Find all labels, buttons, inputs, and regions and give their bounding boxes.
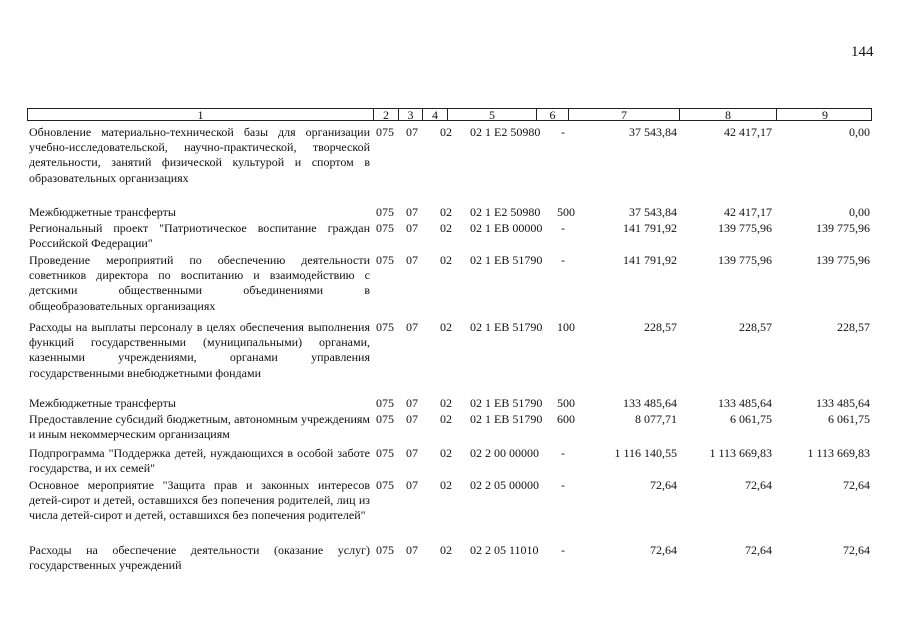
column-header-3: 3 — [398, 109, 422, 120]
row-grbs: 075 — [376, 320, 394, 334]
row-sum3: 72,64 — [843, 478, 870, 492]
row-sum2: 72,64 — [745, 478, 772, 492]
row-vr: - — [561, 221, 565, 235]
row-name: Основное мероприятие "Защита прав и законных интересов детей-сирот и детей, оставшихся без попечения родителей, лиц из числа детей-сирот и детей, оставшихся без попечения родителей" — [29, 478, 370, 523]
row-sum3: 228,57 — [837, 320, 870, 334]
row-rz: 07 — [406, 205, 418, 219]
row-sum1: 141 791,92 — [623, 221, 677, 235]
row-sum2: 228,57 — [739, 320, 772, 334]
row-vr: - — [561, 478, 565, 492]
row-vr: 500 — [557, 396, 575, 410]
row-pr: 02 — [440, 125, 452, 139]
row-sum2: 139 775,96 — [718, 221, 772, 235]
row-sum1: 133 485,64 — [623, 396, 677, 410]
row-rz: 07 — [406, 125, 418, 139]
row-sum2: 42 417,17 — [724, 205, 772, 219]
row-name: Расходы на обеспечение деятельности (оказание услуг) государственных учреждений — [29, 543, 370, 573]
row-sum3: 139 775,96 — [816, 253, 870, 267]
row-vr: 600 — [557, 412, 575, 426]
row-name: Межбюджетные трансферты — [29, 396, 176, 410]
row-rz: 07 — [406, 396, 418, 410]
row-name: Обновление материально-технической базы для организации учебно-исследовательской, научно-практической, творческой деятельности, занятий физической культурой и спортом в образовательных организациях — [29, 125, 370, 185]
row-csr: 02 1 EB 51790 — [470, 396, 543, 410]
row-csr: 02 2 05 11010 — [470, 543, 539, 557]
row-grbs: 075 — [376, 125, 394, 139]
row-sum1: 1 116 140,55 — [614, 446, 677, 460]
row-rz: 07 — [406, 543, 418, 557]
row-vr: - — [561, 253, 565, 267]
row-sum3: 0,00 — [849, 125, 870, 139]
row-rz: 07 — [406, 478, 418, 492]
row-grbs: 075 — [376, 396, 394, 410]
column-header-4: 4 — [422, 109, 447, 120]
row-grbs: 075 — [376, 446, 394, 460]
row-csr: 02 1 E2 50980 — [470, 125, 541, 139]
row-vr: - — [561, 446, 565, 460]
row-grbs: 075 — [376, 412, 394, 426]
row-sum3: 139 775,96 — [816, 221, 870, 235]
row-csr: 02 2 05 00000 — [470, 478, 539, 492]
row-csr: 02 1 EB 51790 — [470, 253, 543, 267]
row-grbs: 075 — [376, 543, 394, 557]
row-csr: 02 1 E2 50980 — [470, 205, 541, 219]
column-header-5: 5 — [447, 109, 536, 120]
column-header-6: 6 — [536, 109, 568, 120]
row-sum1: 8 077,71 — [635, 412, 677, 426]
row-sum3: 1 113 669,83 — [807, 446, 870, 460]
row-pr: 02 — [440, 412, 452, 426]
row-rz: 07 — [406, 412, 418, 426]
row-rz: 07 — [406, 446, 418, 460]
column-header-9: 9 — [776, 109, 873, 120]
row-vr: 500 — [557, 205, 575, 219]
row-csr: 02 1 EB 51790 — [470, 320, 543, 334]
row-sum3: 6 061,75 — [828, 412, 870, 426]
row-vr: - — [561, 543, 565, 557]
page-number: 144 — [851, 44, 874, 60]
row-pr: 02 — [440, 396, 452, 410]
row-pr: 02 — [440, 543, 452, 557]
row-pr: 02 — [440, 205, 452, 219]
row-sum3: 0,00 — [849, 205, 870, 219]
row-grbs: 075 — [376, 253, 394, 267]
column-header-7: 7 — [568, 109, 679, 120]
row-sum2: 139 775,96 — [718, 253, 772, 267]
column-header-2: 2 — [373, 109, 398, 120]
row-rz: 07 — [406, 320, 418, 334]
row-name: Расходы на выплаты персоналу в целях обеспечения выполнения функций государственными (муниципальными) органами, казенными учреждениями, органами управления государственными внебюджетными фондами — [29, 320, 370, 380]
row-sum2: 6 061,75 — [730, 412, 772, 426]
column-header-1: 1 — [197, 108, 204, 122]
row-vr: - — [561, 125, 565, 139]
row-vr: 100 — [557, 320, 575, 334]
row-sum2: 42 417,17 — [724, 125, 772, 139]
column-header-8: 8 — [679, 109, 776, 120]
row-pr: 02 — [440, 253, 452, 267]
row-pr: 02 — [440, 446, 452, 460]
row-pr: 02 — [440, 478, 452, 492]
row-sum1: 72,64 — [650, 543, 677, 557]
row-sum1: 228,57 — [644, 320, 677, 334]
row-csr: 02 2 00 00000 — [470, 446, 539, 460]
row-grbs: 075 — [376, 205, 394, 219]
row-rz: 07 — [406, 253, 418, 267]
row-sum2: 72,64 — [745, 543, 772, 557]
row-sum1: 141 791,92 — [623, 253, 677, 267]
row-name: Межбюджетные трансферты — [29, 205, 176, 219]
row-grbs: 075 — [376, 221, 394, 235]
row-name: Региональный проект "Патриотическое воспитание граждан Российской Федерации" — [29, 221, 370, 251]
table-header — [27, 108, 872, 121]
row-sum1: 37 543,84 — [629, 125, 677, 139]
row-rz: 07 — [406, 221, 418, 235]
row-pr: 02 — [440, 320, 452, 334]
row-grbs: 075 — [376, 478, 394, 492]
row-sum1: 37 543,84 — [629, 205, 677, 219]
row-sum2: 133 485,64 — [718, 396, 772, 410]
row-sum1: 72,64 — [650, 478, 677, 492]
row-sum3: 133 485,64 — [816, 396, 870, 410]
row-name: Подпрограмма "Поддержка детей, нуждающихся в особой заботе государства, и их семей" — [29, 446, 370, 476]
row-csr: 02 1 EB 51790 — [470, 412, 543, 426]
row-sum2: 1 113 669,83 — [709, 446, 772, 460]
row-name: Проведение мероприятий по обеспечению деятельности советников директора по воспитанию и взаимодействию с детскими общественными объединениями в общеобразовательных организациях — [29, 253, 370, 313]
row-sum3: 72,64 — [843, 543, 870, 557]
row-csr: 02 1 EB 00000 — [470, 221, 543, 235]
row-name: Предоставление субсидий бюджетным, автономным учреждениям и иным некоммерческим организациям — [29, 412, 370, 442]
row-pr: 02 — [440, 221, 452, 235]
